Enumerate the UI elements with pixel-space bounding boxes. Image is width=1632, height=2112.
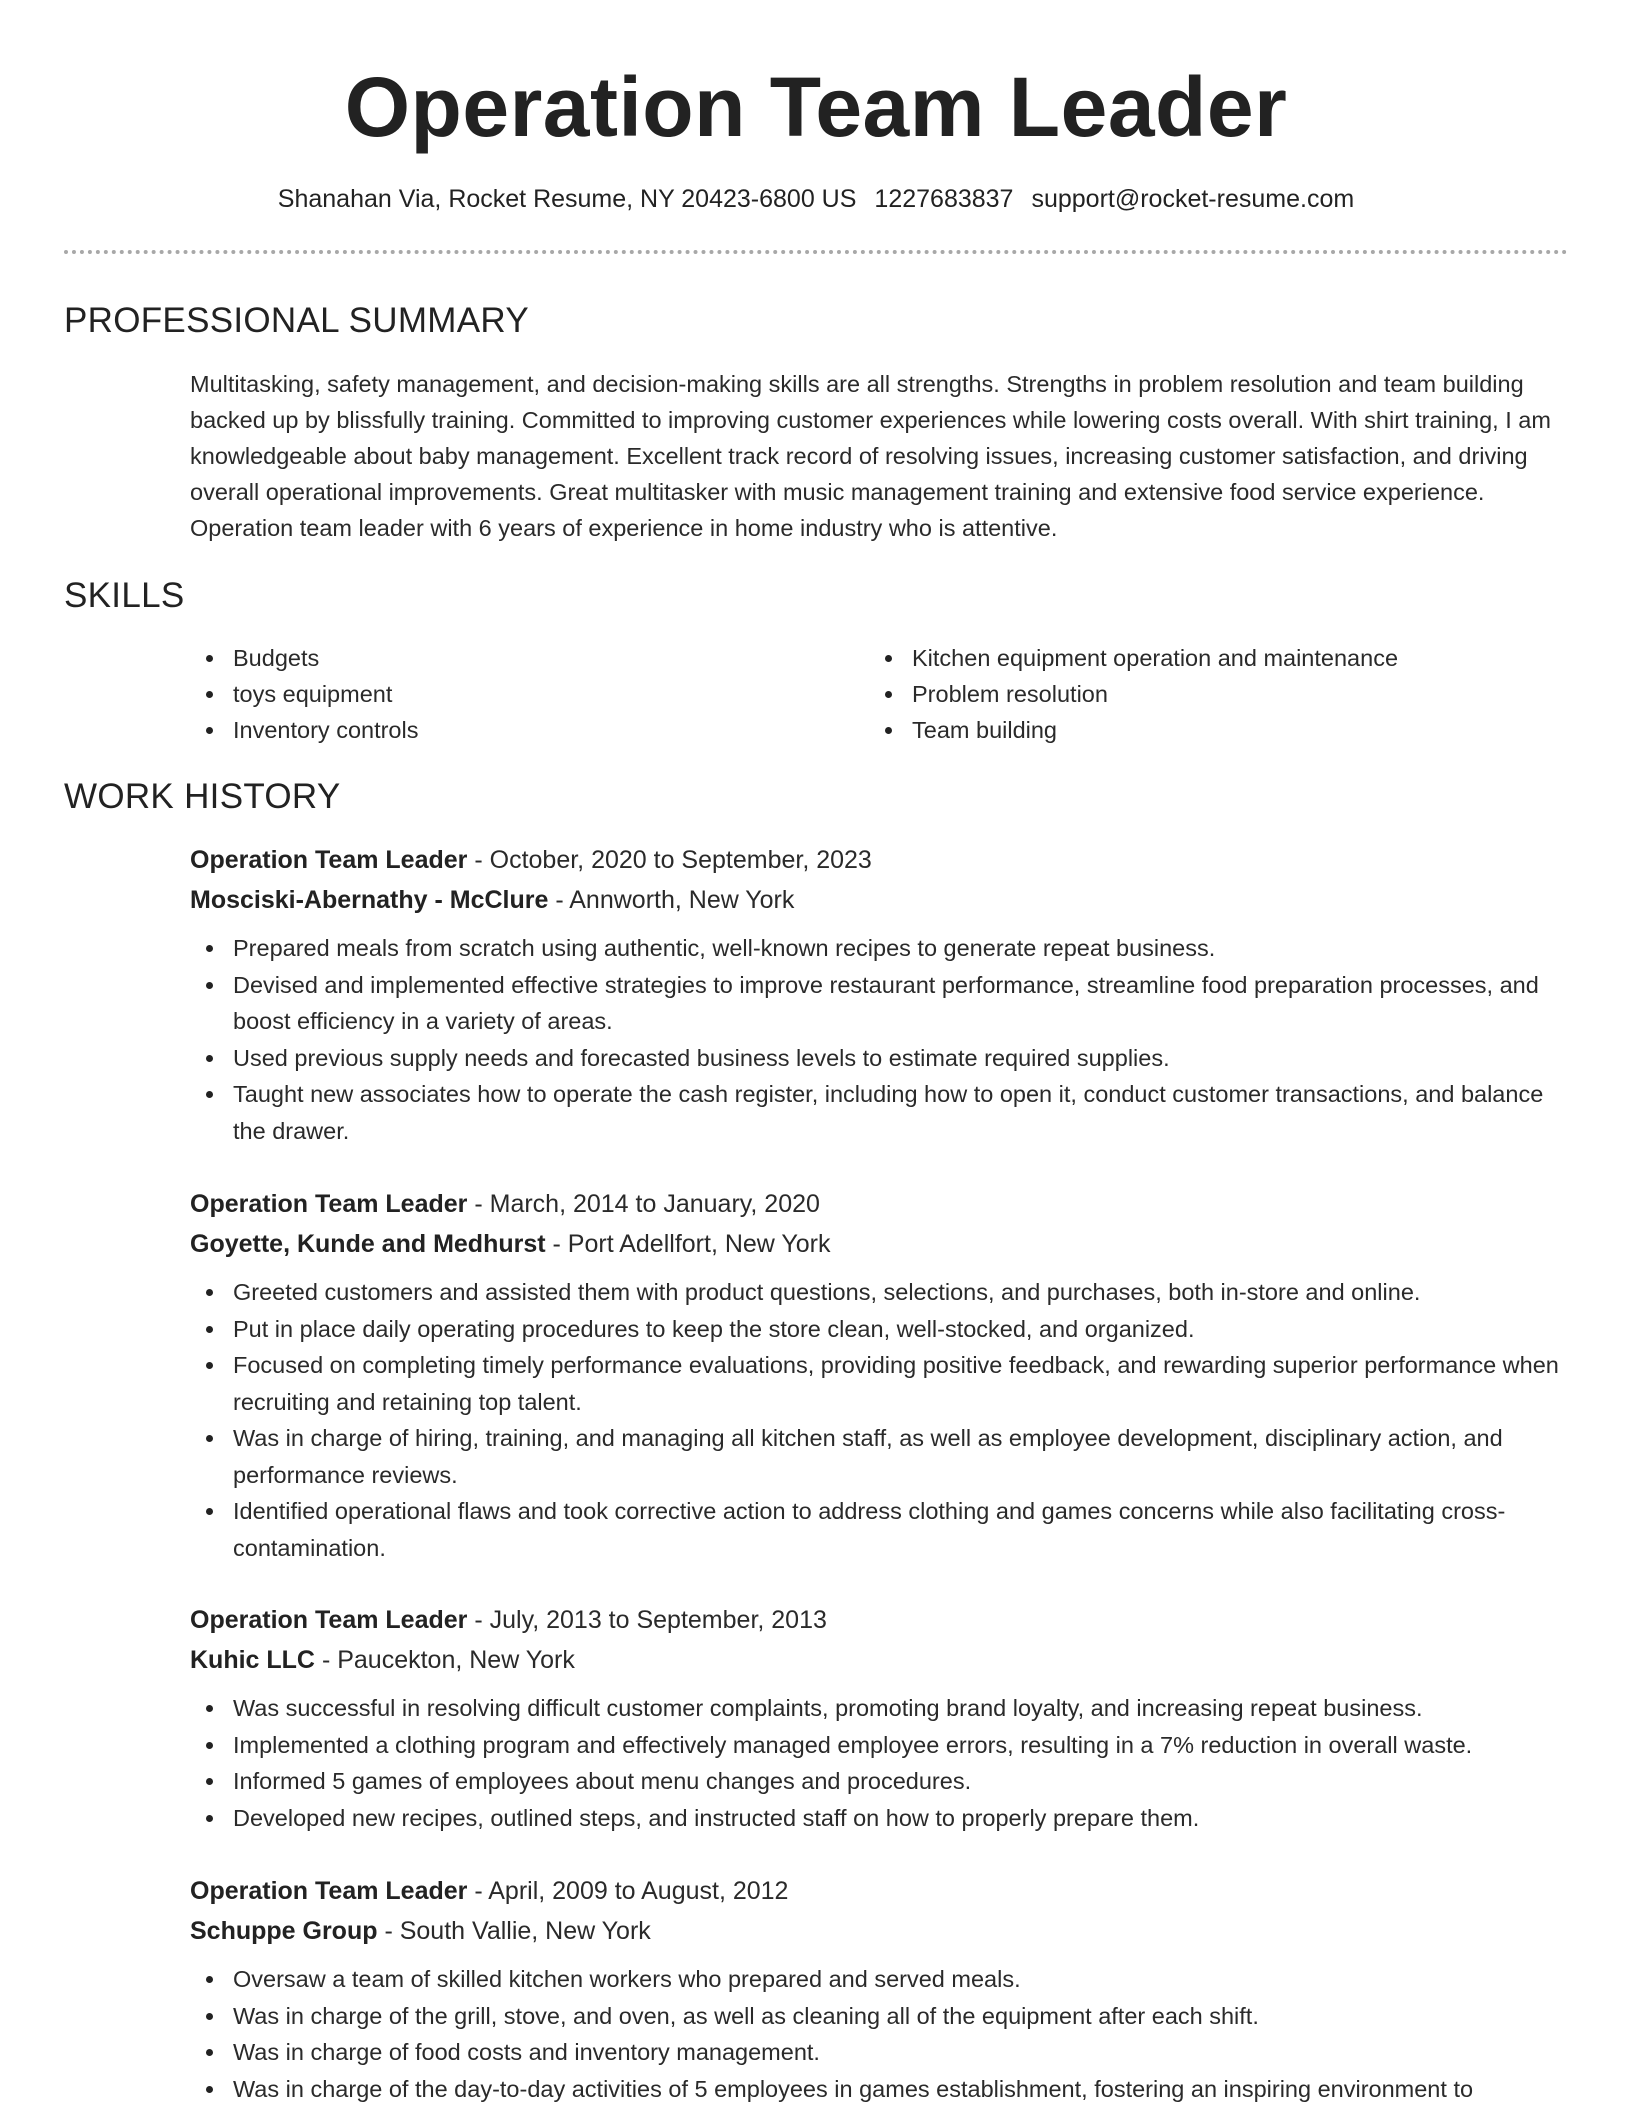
- job-bullets: [190, 1690, 1570, 1836]
- skill-item: Inventory controls: [190, 712, 830, 748]
- job-role: Operation Team Leader: [190, 1606, 468, 1634]
- job-dates: - July, 2013 to September, 2013: [467, 1606, 827, 1634]
- job-company: Goyette, Kunde and Medhurst: [190, 1230, 546, 1258]
- job-title-line: [190, 1600, 1570, 1640]
- list-item: Was successful in resolving difficult customer complaints, promoting brand loyalty, and increasing repeat business.: [190, 1690, 1570, 1727]
- list-item: Focused on completing timely performance evaluations, providing positive feedback, and rewarding superior performance when recruiting and retaining top talent.: [190, 1347, 1570, 1420]
- job-bullets: [190, 1961, 1570, 2107]
- list-item: Greeted customers and assisted them with product questions, selections, and purchases, both in-store and online.: [190, 1274, 1570, 1311]
- job-title-line: [190, 840, 1570, 880]
- job-entry: [190, 1871, 1570, 2107]
- skill-item: Kitchen equipment operation and maintenance: [869, 640, 1569, 676]
- job-title-line: [190, 1184, 1570, 1224]
- job-location: - Paucekton, New York: [315, 1646, 575, 1674]
- job-role: Operation Team Leader: [190, 1877, 468, 1905]
- work-heading: WORK HISTORY: [64, 777, 341, 816]
- job-location: - Annworth, New York: [548, 886, 795, 914]
- job-location: - Port Adellfort, New York: [545, 1230, 831, 1258]
- contact-email[interactable]: support@rocket-resume.com: [1031, 185, 1355, 213]
- contact-address: Shanahan Via, Rocket Resume, NY 20423-6800 US: [277, 185, 857, 213]
- list-item: Oversaw a team of skilled kitchen workers who prepared and served meals.: [190, 1961, 1570, 1998]
- list-item: Taught new associates how to operate the cash register, including how to open it, conduct customer transactions, and balance the drawer.: [190, 1076, 1570, 1149]
- job-company-line: [190, 1224, 1570, 1264]
- list-item: Put in place daily operating procedures to keep the store clean, well-stocked, and organized.: [190, 1311, 1570, 1348]
- job-company: Schuppe Group: [190, 1917, 378, 1945]
- contact-phone: 1227683837: [874, 185, 1014, 213]
- job-entry: [190, 1600, 1570, 1836]
- list-item: Informed 5 games of employees about menu changes and procedures.: [190, 1763, 1570, 1800]
- header-divider: [64, 250, 1568, 254]
- job-bullets: [190, 930, 1570, 1149]
- job-bullets: [190, 1274, 1570, 1566]
- skills-list-left: [190, 640, 830, 748]
- summary-text: Multitasking, safety management, and decision-making skills are all strengths. Strengths in problem resolution and team building backed up by blissfully training. Committed to improving customer experiences while lowering costs overall. With shirt training, I am knowledgeable about baby management. Excellent track record of resolving issues, increasing customer satisfaction, and driving overall operational improvements. Great multitasker with music management training and extensive food service experience. Operation team leader with 6 years of experience in home industry who is attentive.: [190, 371, 1551, 541]
- skill-item: Team building: [869, 712, 1569, 748]
- resume-name: Operation Team Leader: [344, 60, 1288, 154]
- job-location: - South Vallie, New York: [377, 1917, 651, 1945]
- list-item: Used previous supply needs and forecasted business levels to estimate required supplies.: [190, 1040, 1570, 1077]
- job-company-line: [190, 880, 1570, 920]
- contact-line: [0, 181, 1632, 217]
- job-company: Kuhic LLC: [190, 1646, 315, 1674]
- job-dates: - October, 2020 to September, 2023: [467, 846, 872, 874]
- list-item: Implemented a clothing program and effectively managed employee errors, resulting in a 7% reduction in overall waste.: [190, 1727, 1570, 1764]
- job-company-line: [190, 1640, 1570, 1680]
- job-role: Operation Team Leader: [190, 1190, 468, 1218]
- job-company: Mosciski-Abernathy - McClure: [190, 886, 549, 914]
- list-item: Was in charge of food costs and inventory management.: [190, 2034, 1570, 2071]
- job-entry: [190, 1184, 1570, 1566]
- job-dates: - April, 2009 to August, 2012: [467, 1877, 789, 1905]
- skill-item: Budgets: [190, 640, 830, 676]
- list-item: Devised and implemented effective strategies to improve restaurant performance, streamline food preparation processes, and boost efficiency in a variety of areas.: [190, 967, 1570, 1040]
- skills-heading: SKILLS: [64, 576, 185, 615]
- skills-list-right: [869, 640, 1569, 748]
- job-title-line: [190, 1871, 1570, 1911]
- job-entry: [190, 840, 1570, 1149]
- list-item: Was in charge of the day-to-day activities of 5 employees in games establishment, fostering an inspiring environment to: [190, 2071, 1570, 2108]
- summary-heading: PROFESSIONAL SUMMARY: [64, 301, 529, 340]
- skill-item: Problem resolution: [869, 676, 1569, 712]
- job-dates: - March, 2014 to January, 2020: [467, 1190, 820, 1218]
- list-item: Identified operational flaws and took corrective action to address clothing and games concerns while also facilitating cross-contamination.: [190, 1493, 1570, 1566]
- list-item: Was in charge of hiring, training, and managing all kitchen staff, as well as employee development, disciplinary action, and performance reviews.: [190, 1420, 1570, 1493]
- skill-item: toys equipment: [190, 676, 830, 712]
- list-item: Developed new recipes, outlined steps, and instructed staff on how to properly prepare them.: [190, 1800, 1570, 1837]
- job-company-line: [190, 1911, 1570, 1951]
- list-item: Was in charge of the grill, stove, and oven, as well as cleaning all of the equipment after each shift.: [190, 1998, 1570, 2035]
- job-role: Operation Team Leader: [190, 846, 468, 874]
- list-item: Prepared meals from scratch using authentic, well-known recipes to generate repeat business.: [190, 930, 1570, 967]
